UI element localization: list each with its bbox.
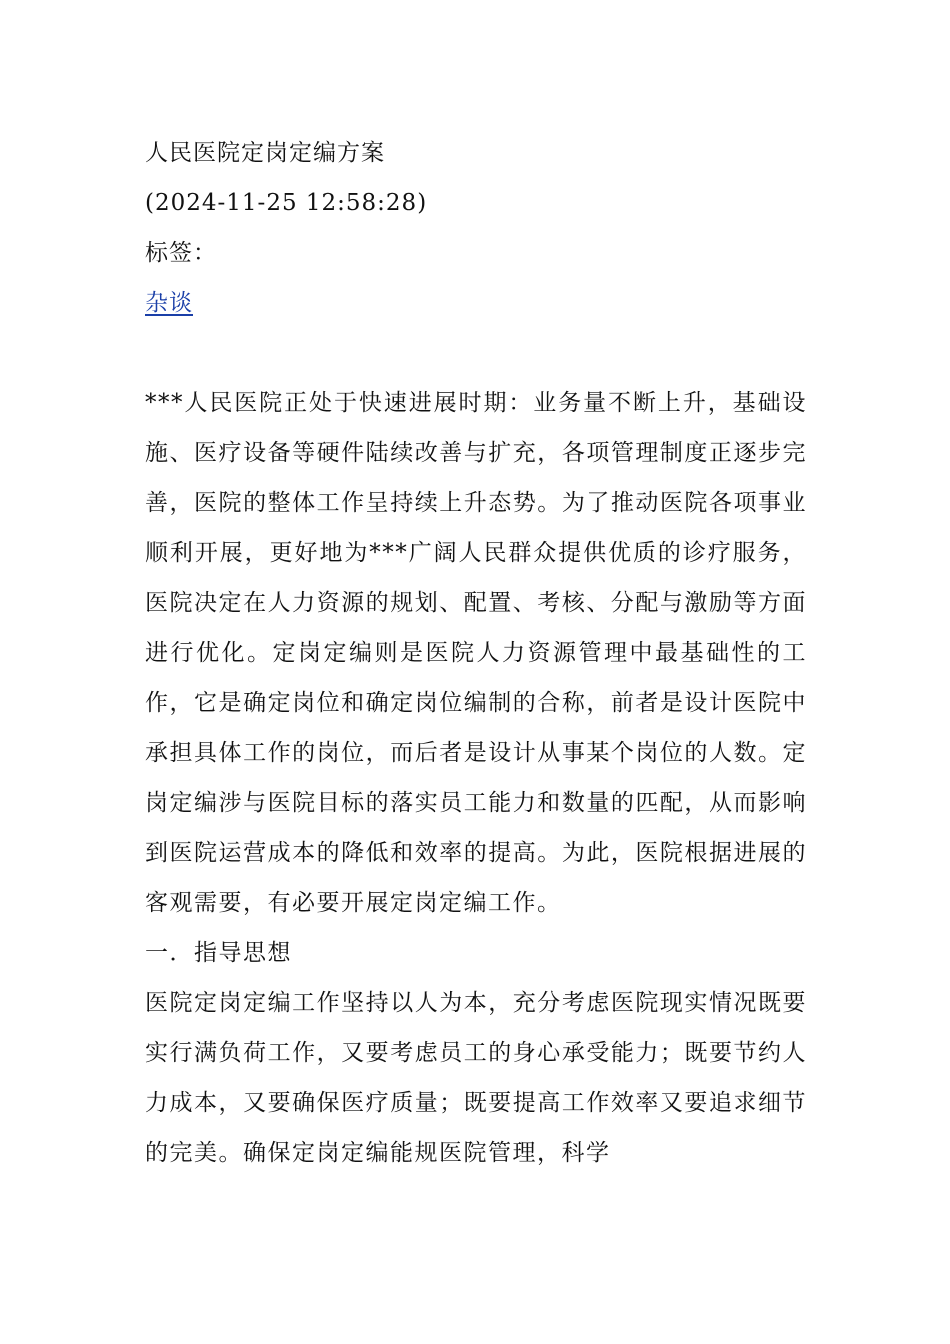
spacer (145, 328, 807, 378)
document-page (145, 128, 807, 1178)
intro-paragraph: ***人民医院正处于快速进展时期：业务量不断上升，基础设施、医疗设备等硬件陆续改善与扩充，各项管理制度正逐步完善，医院的整体工作呈持续上升态势。为了推动医院各项事业顺利开展，更好地为***广阔人民群众提供优质的诊疗服务，医院决定在人力资源的规划、配置、考核、分配与激励等方面进行优化。定岗定编则是医院人力资源管理中最基础性的工作，它是确定岗位和确定岗位编制的合称，前者是设计医院中承担具体工作的岗位，而后者是设计从事某个岗位的人数。定岗定编涉与医院目标的落实员工能力和数量的匹配，从而影响到医院运营成本的降低和效率的提高。为此，医院根据进展的客观需要，有必要开展定岗定编工作。 (145, 390, 807, 916)
tags-label: 标签： (145, 240, 217, 266)
section-heading-guiding-ideology: 一．指导思想 (145, 940, 292, 966)
guiding-ideology-paragraph: 医院定岗定编工作坚持以人为本，充分考虑医院现实情况既要实行满负荷工作，又要考虑员工的身心承受能力；既要节约人力成本，又要确保医疗质量；既要提高工作效率又要追求细节的完美。确保定岗定编能规医院管理，科学 (145, 990, 807, 1166)
tag-link[interactable]: 杂谈 (145, 290, 193, 316)
document-timestamp: (2024-11-25 12:58:28) (145, 190, 428, 216)
document-title: 人民医院定岗定编方案 (145, 140, 385, 166)
tag-row (145, 278, 807, 328)
